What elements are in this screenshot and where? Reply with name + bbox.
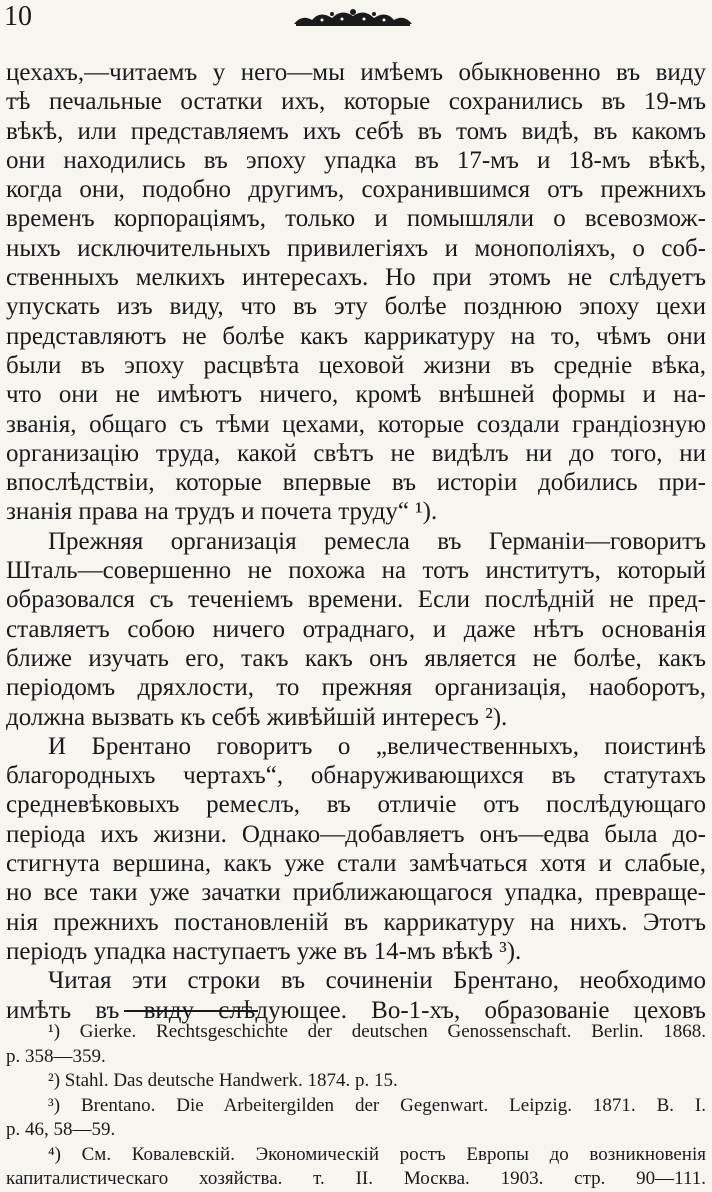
decorative-header-ornament-icon [292,6,414,28]
text-line: ныхъ исключительныхъ привилегіяхъ и монополіяхъ, о соб- [6,234,706,262]
footnote-separator [124,1010,258,1012]
page-number: 10 [4,1,32,32]
text-line: когда они, подобно другимъ, сохранившимся отъ прежнихъ [6,176,706,204]
footnote-line: ⁴) См. Ковалевскій. Экономическій ростъ Европы до возникновенія [48,1143,706,1165]
text-line: цехахъ,—читаемъ у него—мы имѣемъ обыкновенно въ виду [6,59,706,86]
text-line: нія прежнихъ постановленій въ каррикатуру на нихъ. Этотъ [6,908,706,936]
text-line: Прежняя организація ремесла въ Германіи—говоритъ [48,527,706,555]
text-line: знанія права на трудъ и почета труду“ ¹). [6,498,438,526]
text-line: представляютъ не болѣе какъ каррикатуру на то, чѣмъ они [6,322,706,350]
text-line: имѣть въ виду слѣдующее. Во-1-хъ, образованіе цеховъ [6,996,706,1024]
footnote-line: p. 358—359. [6,1045,106,1067]
text-line: впослѣдствіи, которые впервые въ исторіи добились при- [6,469,706,497]
text-line: Читая эти строки въ сочиненіи Брентано, необходимо [48,967,706,995]
text-line: тѣ печальные остатки ихъ, которые сохранились въ 19-мъ [6,88,706,116]
main-text [6,58,706,1025]
text-line: благородныхъ чертахъ“, обнаруживающихся въ статутахъ [6,762,706,790]
text-line: но все таки уже зачатки приближающагося упадка, превраще- [6,879,706,907]
text-line: упускать изъ виду, что въ эту болѣе позднюю эпоху цехи [6,293,706,321]
footnote-line: ²) Stahl. Das deutsche Handwerk. 1874. p. 15. [48,1070,398,1091]
text-line: средневѣковыхъ ремеслъ, въ отличіе отъ послѣдующаго [6,791,706,819]
text-line: должна вызвать къ себѣ живѣйшій интересъ ²). [6,703,508,731]
text-line: ставляетъ собою ничего отраднаго, и даже нѣтъ основанія [6,615,706,643]
text-line: Шталь—совершенно не похожа на тотъ институтъ, который [6,557,706,585]
text-line: ближе изучать его, такъ какъ онъ является не болѣе, какъ [6,644,706,672]
text-line: И Брентано говоритъ о „величественныхъ, поистинѣ [48,732,706,760]
footnote-line: ¹) Gierke. Rechtsgeschichte der deutschen Genossenschaft. Berlin. 1868. [48,1021,706,1042]
text-line: періода ихъ жизни. Однако—добавляетъ онъ—едва была до- [6,820,706,848]
text-line: стигнута вершина, какъ уже стали замѣчаться хотя и слабые, [6,850,706,878]
text-line: званія, общаго съ тѣми цехами, которые создали грандіозную [6,410,706,438]
text-line: временъ корпораціямъ, только и помышляли о всевозмож- [6,205,706,233]
text-line: организацію труда, какой свѣтъ не видѣлъ ни до того, ни [6,439,706,467]
text-line: періодъ упадка наступаетъ уже въ 14-мъ вѣкѣ ³). [6,937,522,965]
text-line: ственныхъ мелкихъ интересахъ. Но при этомъ не слѣдуетъ [6,264,706,292]
text-line: были въ эпоху расцвѣта цеховой жизни въ средніе вѣка, [6,351,706,379]
footnotes [6,1020,706,1192]
text-line: образовался съ теченіемъ времени. Если послѣдній не пред- [6,586,706,614]
footnote-line: p. 46, 58—59. [6,1119,116,1140]
text-line: они находились въ эпоху упадка въ 17-мъ и 18-мъ вѣкѣ, [6,146,706,174]
text-line: періодомъ дряхлости, то прежняя организація, наоборотъ, [6,674,706,702]
text-line: вѣкѣ, или представляемъ ихъ себѣ въ томъ видѣ, въ какомъ [6,117,706,145]
footnote-line: капиталистическаго хозяйства. т. II. Москва. 1903. стр. 90—111. [6,1168,706,1189]
footnote-line: ³) Brentano. Die Arbeitergilden der Gegenwart. Leipzig. 1871. B. I. [48,1094,706,1116]
text-line: что они не имѣютъ ничего, кромѣ внѣшней формы и на- [6,381,706,409]
